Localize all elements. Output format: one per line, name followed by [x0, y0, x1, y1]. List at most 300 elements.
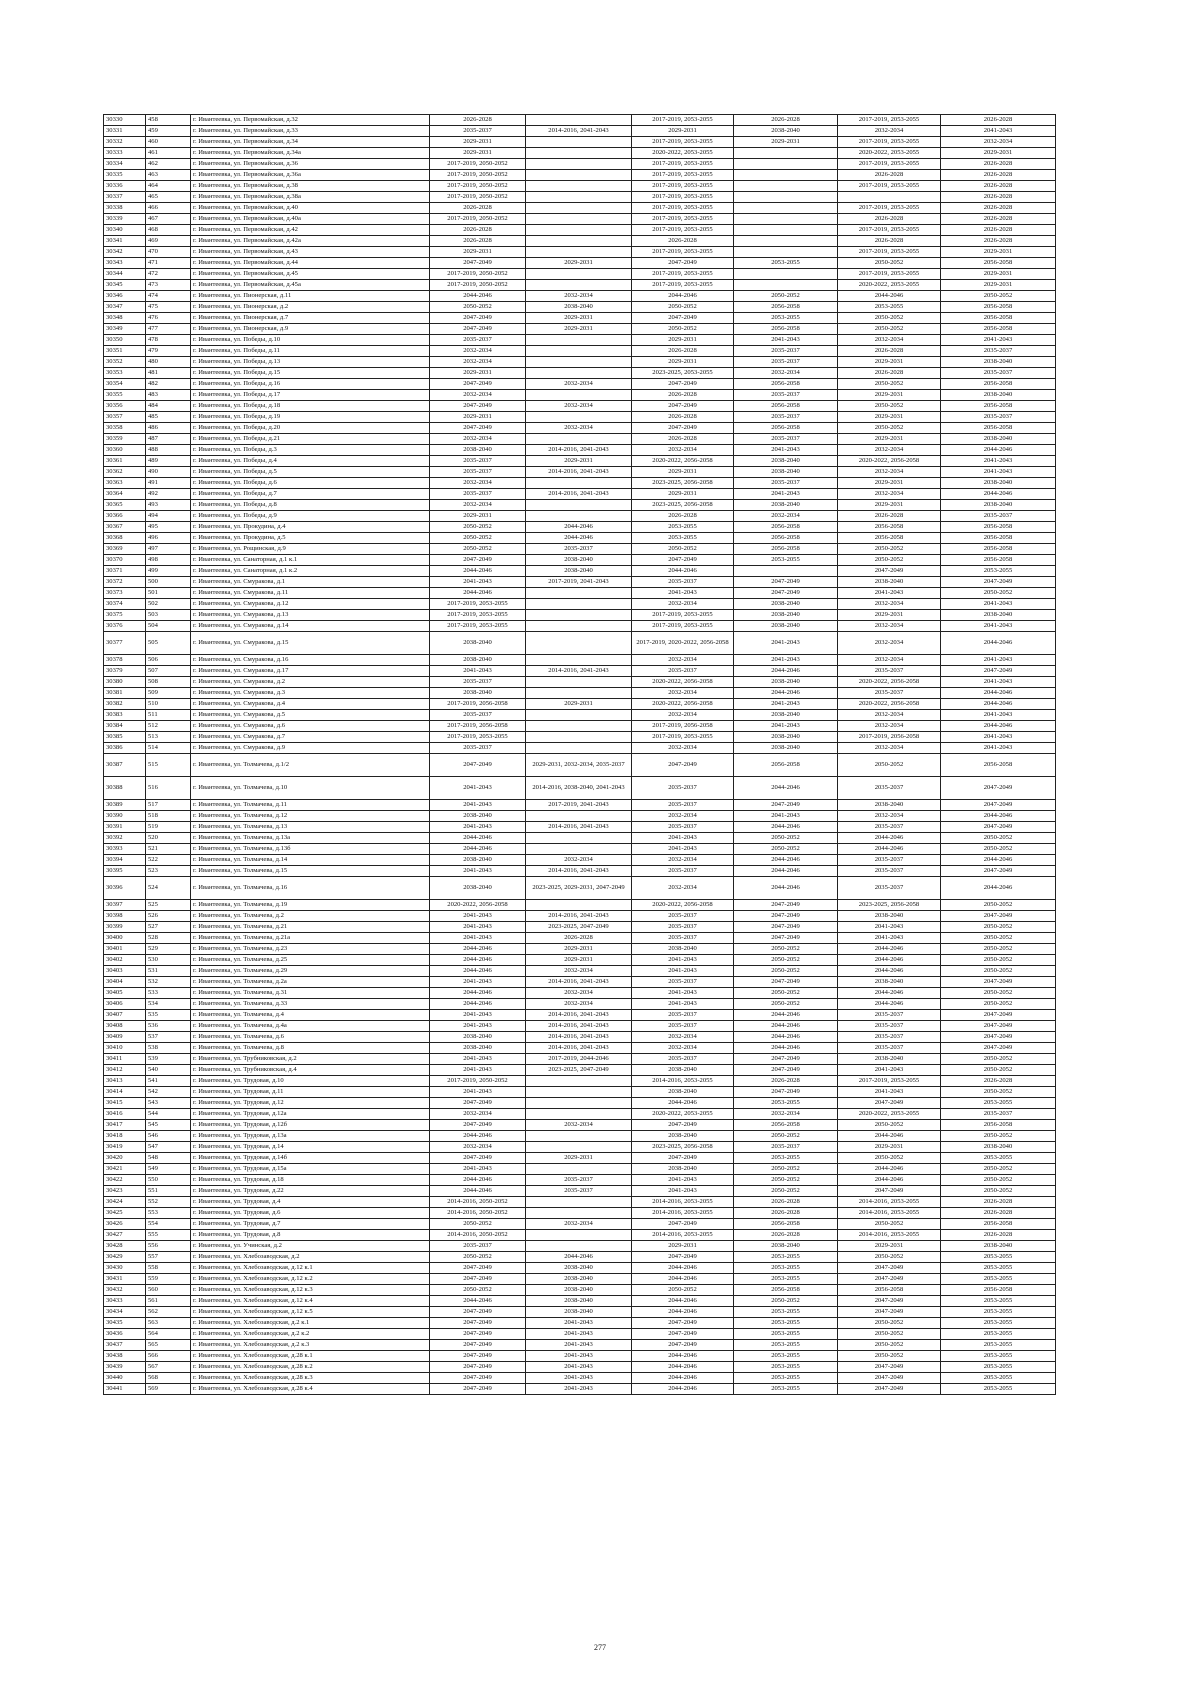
table-cell: 2047-2049 [941, 800, 1056, 811]
table-cell: 2047-2049 [430, 1351, 526, 1362]
table-row [104, 1329, 1056, 1340]
table-row [104, 544, 1056, 555]
table-cell: 2056-2058 [941, 401, 1056, 412]
table-cell: 2050-2052 [838, 379, 941, 390]
table-cell: 2029-2031 [941, 148, 1056, 159]
table-cell: г. Ивантеевка, ул. Хлебозаводская, д.12 к.1 [191, 1263, 430, 1274]
table-cell: 2014-2016, 2041-2043 [526, 666, 632, 677]
table-cell: 2026-2028 [430, 236, 526, 247]
table-cell: г. Ивантеевка, ул. Смуракова, д.7 [191, 732, 430, 743]
table-cell: 2017-2019, 2053-2055 [632, 247, 734, 258]
table-row [104, 599, 1056, 610]
table-cell: г. Ивантеевка, ул. Толмачева, д.13а [191, 833, 430, 844]
table-cell: г. Ивантеевка, ул. Хлебозаводская, д.12 к.2 [191, 1274, 430, 1285]
table-cell: 2026-2028 [838, 236, 941, 247]
table-cell: 2050-2052 [632, 324, 734, 335]
table-cell: 542 [146, 1087, 191, 1098]
table-cell: 2032-2034 [734, 368, 838, 379]
table-cell: 2044-2046 [838, 844, 941, 855]
table-cell: 2014-2016, 2053-2055 [838, 1230, 941, 1241]
table-row [104, 137, 1056, 148]
table-cell: 2056-2058 [838, 533, 941, 544]
table-cell: 30350 [104, 335, 146, 346]
table-cell: 2014-2016, 2041-2043 [526, 1032, 632, 1043]
table-cell: 2047-2049 [838, 1373, 941, 1384]
table-cell: 2044-2046 [734, 1043, 838, 1054]
table-cell: 30338 [104, 203, 146, 214]
table-cell: г. Ивантеевка, ул. Толмачева, д.23 [191, 944, 430, 955]
table-cell: 2014-2016, 2053-2055 [632, 1230, 734, 1241]
table-cell: 2041-2043 [430, 922, 526, 933]
table-cell: 2047-2049 [430, 379, 526, 390]
table-cell: 2026-2028 [734, 115, 838, 126]
table-cell: 2044-2046 [838, 833, 941, 844]
table-cell: 2047-2049 [430, 1329, 526, 1340]
table-cell: 541 [146, 1076, 191, 1087]
table-cell: 491 [146, 478, 191, 489]
table-cell: 2047-2049 [632, 1252, 734, 1263]
table-cell: 507 [146, 666, 191, 677]
table-row [104, 379, 1056, 390]
table-cell: 2053-2055 [838, 302, 941, 313]
table-cell: 2032-2034 [632, 688, 734, 699]
table-cell [526, 236, 632, 247]
table-cell: г. Ивантеевка, ул. Смуракова, д.15 [191, 632, 430, 655]
table-row [104, 966, 1056, 977]
table-cell: 2038-2040 [430, 1032, 526, 1043]
table-cell: 2044-2046 [838, 999, 941, 1010]
table-cell: 536 [146, 1021, 191, 1032]
table-cell: 2041-2043 [941, 621, 1056, 632]
table-cell: 2038-2040 [430, 877, 526, 900]
table-cell: 2029-2031 [430, 511, 526, 522]
table-cell [526, 192, 632, 203]
table-cell: 2044-2046 [734, 688, 838, 699]
table-cell: 2032-2034 [526, 401, 632, 412]
table-cell: 2047-2049 [430, 1362, 526, 1373]
table-cell: 2038-2040 [838, 1054, 941, 1065]
table-cell: 30405 [104, 988, 146, 999]
table-cell: 2020-2022, 2053-2055 [632, 148, 734, 159]
table-cell: г. Ивантеевка, ул. Победы, д.19 [191, 412, 430, 423]
table-row [104, 423, 1056, 434]
table-cell: 2047-2049 [430, 313, 526, 324]
table-cell: 2047-2049 [734, 1065, 838, 1076]
table-cell: 2032-2034 [838, 721, 941, 732]
table-cell: 2014-2016, 2041-2043 [526, 866, 632, 877]
table-cell: 2056-2058 [734, 544, 838, 555]
table-cell: 30346 [104, 291, 146, 302]
table-cell: г. Ивантеевка, ул. Смуракова, д.14 [191, 621, 430, 632]
table-cell: 2014-2016, 2041-2043 [526, 467, 632, 478]
table-cell [526, 115, 632, 126]
table-cell: 2041-2043 [526, 1351, 632, 1362]
table-cell: 2047-2049 [941, 866, 1056, 877]
table-cell: 30434 [104, 1307, 146, 1318]
table-cell: 2047-2049 [838, 1384, 941, 1395]
table-cell: 2029-2031 [838, 1241, 941, 1252]
table-cell: 2014-2016, 2041-2043 [526, 977, 632, 988]
table-cell: 2032-2034 [430, 346, 526, 357]
table-cell: 2041-2043 [430, 800, 526, 811]
table-cell: 2017-2019, 2053-2055 [430, 599, 526, 610]
table-cell: 2050-2052 [941, 944, 1056, 955]
table-cell: 2044-2046 [838, 291, 941, 302]
table-cell: 2020-2022, 2053-2055 [838, 148, 941, 159]
table-cell [526, 181, 632, 192]
table-cell: г. Ивантеевка, ул. Трудовая, д.6 [191, 1208, 430, 1219]
table-cell: 2017-2019, 2053-2055 [838, 269, 941, 280]
table-cell: 30426 [104, 1219, 146, 1230]
table-cell: г. Ивантеевка, ул. Победы, д.9 [191, 511, 430, 522]
table-cell: 2044-2046 [838, 955, 941, 966]
table-cell: 2035-2037 [430, 489, 526, 500]
table-cell: 2044-2046 [734, 1021, 838, 1032]
table-row [104, 911, 1056, 922]
table-cell: 2029-2031 [941, 247, 1056, 258]
table-cell: 30403 [104, 966, 146, 977]
table-cell [526, 1241, 632, 1252]
table-cell: 2035-2037 [632, 822, 734, 833]
table-cell: 30386 [104, 743, 146, 754]
table-cell: 2044-2046 [430, 833, 526, 844]
table-cell: 2047-2049 [941, 1032, 1056, 1043]
table-row [104, 1043, 1056, 1054]
table-cell: 30337 [104, 192, 146, 203]
table-cell: 2050-2052 [838, 1219, 941, 1230]
table-row [104, 170, 1056, 181]
table-cell: 2029-2031 [632, 335, 734, 346]
table-cell: 481 [146, 368, 191, 379]
table-cell: 2032-2034 [838, 599, 941, 610]
table-cell: 30335 [104, 170, 146, 181]
table-cell: 2053-2055 [734, 555, 838, 566]
table-cell: г. Ивантеевка, ул. Победы, д.3 [191, 445, 430, 456]
table-cell: г. Ивантеевка, ул. Толмачева, д.15 [191, 866, 430, 877]
table-cell: 485 [146, 412, 191, 423]
table-cell: 30355 [104, 390, 146, 401]
table-cell: 2032-2034 [430, 1109, 526, 1120]
table-cell: 2029-2031 [526, 324, 632, 335]
table-cell: 2026-2028 [941, 214, 1056, 225]
table-cell: 2044-2046 [430, 944, 526, 955]
table-cell [526, 159, 632, 170]
table-cell: 2047-2049 [430, 1318, 526, 1329]
table-cell: 2041-2043 [734, 632, 838, 655]
table-cell: 2035-2037 [632, 911, 734, 922]
table-cell: 2050-2052 [734, 955, 838, 966]
table-cell [734, 280, 838, 291]
table-cell: 2044-2046 [734, 1010, 838, 1021]
table-cell: 2035-2037 [430, 710, 526, 721]
table-cell: 2047-2049 [632, 1318, 734, 1329]
table-cell: 2044-2046 [526, 522, 632, 533]
table-cell: 30423 [104, 1186, 146, 1197]
table-cell: 2053-2055 [734, 258, 838, 269]
table-row [104, 269, 1056, 280]
table-cell: г. Ивантеевка, ул. Хлебозаводская, д.12 к.5 [191, 1307, 430, 1318]
table-cell: 517 [146, 800, 191, 811]
table-cell: 2050-2052 [838, 1329, 941, 1340]
table-cell: 559 [146, 1274, 191, 1285]
table-cell: 2035-2037 [941, 1109, 1056, 1120]
table-cell: г. Ивантеевка, ул. Трудовая, д.13а [191, 1131, 430, 1142]
table-cell: 2035-2037 [526, 544, 632, 555]
table-cell: г. Ивантеевка, ул. Смуракова, д.5 [191, 710, 430, 721]
table-cell: 2053-2055 [632, 533, 734, 544]
table-cell: 2053-2055 [941, 1153, 1056, 1164]
table-cell [526, 721, 632, 732]
table-cell: 30364 [104, 489, 146, 500]
table-row [104, 621, 1056, 632]
table-cell: 2038-2040 [526, 566, 632, 577]
table-cell: 2014-2016, 2053-2055 [632, 1076, 734, 1087]
table-cell: 30380 [104, 677, 146, 688]
table-cell: 2050-2052 [838, 258, 941, 269]
table-cell: г. Ивантеевка, ул. Толмачева, д.16 [191, 877, 430, 900]
table-cell: 2026-2028 [734, 1076, 838, 1087]
table-cell: 2014-2016, 2041-2043 [526, 489, 632, 500]
table-cell: 475 [146, 302, 191, 313]
table-cell: 2026-2028 [941, 203, 1056, 214]
table-cell: г. Ивантеевка, ул. Хлебозаводская, д.2 к.3 [191, 1340, 430, 1351]
table-cell: 2047-2049 [430, 555, 526, 566]
table-cell: 30395 [104, 866, 146, 877]
table-cell: 551 [146, 1186, 191, 1197]
table-cell: 2035-2037 [734, 390, 838, 401]
table-cell: г. Ивантеевка, ул. Пионерская, д.7 [191, 313, 430, 324]
table-cell: 2053-2055 [941, 1362, 1056, 1373]
table-cell: 2050-2052 [734, 966, 838, 977]
table-cell: 2050-2052 [632, 302, 734, 313]
table-cell: 2017-2019, 2053-2055 [838, 225, 941, 236]
table-row [104, 203, 1056, 214]
table-cell: 2044-2046 [941, 877, 1056, 900]
table-cell: 2056-2058 [734, 522, 838, 533]
table-cell: 2038-2040 [430, 688, 526, 699]
table-cell: 2035-2037 [632, 922, 734, 933]
table-cell: г. Ивантеевка, ул. Толмачева, д.29 [191, 966, 430, 977]
table-cell: 478 [146, 335, 191, 346]
table-cell: 2038-2040 [430, 811, 526, 822]
table-cell: 549 [146, 1164, 191, 1175]
table-cell: 30334 [104, 159, 146, 170]
table-cell [526, 225, 632, 236]
table-cell: 2050-2052 [838, 544, 941, 555]
table-cell: 2047-2049 [430, 1340, 526, 1351]
table-cell: 2029-2031 [526, 1153, 632, 1164]
table-cell: 2041-2043 [941, 710, 1056, 721]
table-cell: 30409 [104, 1032, 146, 1043]
table-cell: 2029-2031 [838, 478, 941, 489]
table-cell: 2035-2037 [632, 577, 734, 588]
table-cell: 2053-2055 [734, 1384, 838, 1395]
table-cell: 30385 [104, 732, 146, 743]
table-cell: 2056-2058 [941, 1120, 1056, 1131]
table-cell [526, 1230, 632, 1241]
table-cell: 30401 [104, 944, 146, 955]
table-cell: г. Ивантеевка, ул. Смуракова, д.1 [191, 577, 430, 588]
table-cell: 2032-2034 [838, 743, 941, 754]
table-cell: г. Ивантеевка, ул. Толмачева, д.31 [191, 988, 430, 999]
table-cell: 2047-2049 [941, 1043, 1056, 1054]
table-row [104, 566, 1056, 577]
table-cell [526, 1131, 632, 1142]
table-cell: г. Ивантеевка, ул. Первомайская, д.45 [191, 269, 430, 280]
table-cell [526, 900, 632, 911]
table-cell: 563 [146, 1318, 191, 1329]
table-cell [526, 203, 632, 214]
table-cell: г. Ивантеевка, ул. Хлебозаводская, д.2 к.2 [191, 1329, 430, 1340]
table-cell: г. Ивантеевка, ул. Толмачева, д.11 [191, 800, 430, 811]
table-cell: 2056-2058 [941, 379, 1056, 390]
table-cell: г. Ивантеевка, ул. Трудовая, д.14б [191, 1153, 430, 1164]
table-cell: 2053-2055 [941, 1351, 1056, 1362]
table-row [104, 346, 1056, 357]
table-cell: 2035-2037 [430, 677, 526, 688]
table-cell: 2020-2022, 2053-2055 [838, 280, 941, 291]
table-cell: 30416 [104, 1109, 146, 1120]
table-cell: г. Ивантеевка, ул. Толмачева, д.19 [191, 900, 430, 911]
table-cell: 2044-2046 [632, 1296, 734, 1307]
table-cell: 2038-2040 [430, 445, 526, 456]
table-cell: 30354 [104, 379, 146, 390]
table-cell: 2026-2028 [941, 1230, 1056, 1241]
table-cell [734, 269, 838, 280]
table-cell: 30388 [104, 777, 146, 800]
table-cell: 2035-2037 [838, 666, 941, 677]
table-cell [734, 170, 838, 181]
table-cell: 2035-2037 [941, 368, 1056, 379]
table-row [104, 1274, 1056, 1285]
table-cell: 2041-2043 [838, 1087, 941, 1098]
table-cell: 2035-2037 [632, 1054, 734, 1065]
table-cell: 2050-2052 [734, 1131, 838, 1142]
table-cell: 30391 [104, 822, 146, 833]
table-cell: 2038-2040 [734, 677, 838, 688]
table-cell: 2014-2016, 2041-2043 [526, 445, 632, 456]
table-cell [526, 811, 632, 822]
table-cell: 544 [146, 1109, 191, 1120]
table-row [104, 1241, 1056, 1252]
table-row [104, 258, 1056, 269]
table-cell [526, 137, 632, 148]
table-cell: 2053-2055 [941, 1252, 1056, 1263]
table-cell: 511 [146, 710, 191, 721]
table-cell: 2041-2043 [632, 1175, 734, 1186]
table-cell [526, 214, 632, 225]
table-cell: 2047-2049 [838, 566, 941, 577]
table-cell: 2026-2028 [632, 511, 734, 522]
table-cell: 30397 [104, 900, 146, 911]
table-cell: 2017-2019, 2053-2055 [632, 192, 734, 203]
table-cell: 2032-2034 [632, 655, 734, 666]
table-cell: 2044-2046 [734, 855, 838, 866]
table-cell: 30427 [104, 1230, 146, 1241]
table-cell: 30393 [104, 844, 146, 855]
table-cell: 529 [146, 944, 191, 955]
table-cell: 2038-2040 [632, 1065, 734, 1076]
table-cell: 2038-2040 [526, 1274, 632, 1285]
table-cell: 2014-2016, 2041-2043 [526, 911, 632, 922]
table-cell: 2044-2046 [526, 1252, 632, 1263]
table-cell: 2044-2046 [430, 588, 526, 599]
table-cell: 493 [146, 500, 191, 511]
table-cell: 30429 [104, 1252, 146, 1263]
table-cell: 2047-2049 [632, 258, 734, 269]
table-cell: 2020-2022, 2056-2058 [838, 677, 941, 688]
table-cell: 2041-2043 [526, 1362, 632, 1373]
table-cell: 2053-2055 [734, 1373, 838, 1384]
table-cell: 2044-2046 [430, 988, 526, 999]
table-cell: 2038-2040 [838, 800, 941, 811]
table-cell: 2047-2049 [430, 1384, 526, 1395]
table-cell: 2056-2058 [941, 258, 1056, 269]
table-cell: 2047-2049 [430, 1120, 526, 1131]
table-cell: г. Ивантеевка, ул. Победы, д.10 [191, 335, 430, 346]
table-row [104, 280, 1056, 291]
table-cell: 515 [146, 754, 191, 777]
table-row [104, 1175, 1056, 1186]
register-page [103, 114, 1055, 1395]
table-cell: 2056-2058 [941, 1285, 1056, 1296]
table-cell: 519 [146, 822, 191, 833]
table-row [104, 1142, 1056, 1153]
table-cell: 2035-2037 [632, 666, 734, 677]
table-cell: 462 [146, 159, 191, 170]
table-cell: г. Ивантеевка, ул. Толмачева, д.2 [191, 911, 430, 922]
table-cell: 2017-2019, 2050-2052 [430, 170, 526, 181]
table-cell: 2014-2016, 2041-2043 [526, 822, 632, 833]
table-cell: 2047-2049 [941, 777, 1056, 800]
table-cell: 2050-2052 [430, 302, 526, 313]
table-cell: 567 [146, 1362, 191, 1373]
table-cell: 30382 [104, 699, 146, 710]
table-cell: 2044-2046 [941, 699, 1056, 710]
table-cell: 2053-2055 [941, 1318, 1056, 1329]
table-cell: 2047-2049 [632, 1120, 734, 1131]
table-cell [526, 1076, 632, 1087]
table-cell: 2044-2046 [632, 566, 734, 577]
table-cell: 2050-2052 [734, 1296, 838, 1307]
table-cell: 30344 [104, 269, 146, 280]
table-cell: 569 [146, 1384, 191, 1395]
table-cell: 494 [146, 511, 191, 522]
table-cell: 2050-2052 [838, 754, 941, 777]
table-cell: 30378 [104, 655, 146, 666]
table-cell: 30356 [104, 401, 146, 412]
table-cell: 2050-2052 [430, 1219, 526, 1230]
table-cell: 30440 [104, 1373, 146, 1384]
table-cell: 2026-2028 [941, 1197, 1056, 1208]
table-cell [526, 346, 632, 357]
table-cell [526, 500, 632, 511]
table-cell: 2017-2019, 2056-2058 [430, 721, 526, 732]
table-cell: г. Ивантеевка, ул. Толмачева, д.2а [191, 977, 430, 988]
table-cell: 490 [146, 467, 191, 478]
table-cell: 2035-2037 [430, 126, 526, 137]
table-cell: 30428 [104, 1241, 146, 1252]
table-cell: 2050-2052 [941, 966, 1056, 977]
table-cell: 2044-2046 [734, 822, 838, 833]
table-cell: 2017-2019, 2050-2052 [430, 280, 526, 291]
table-cell: 2041-2043 [941, 467, 1056, 478]
table-cell: 2026-2028 [941, 236, 1056, 247]
table-cell: г. Ивантеевка, ул. Трудовая, д.4 [191, 1197, 430, 1208]
table-cell: 2050-2052 [734, 999, 838, 1010]
table-cell: 2026-2028 [430, 115, 526, 126]
table-cell: 2038-2040 [734, 599, 838, 610]
